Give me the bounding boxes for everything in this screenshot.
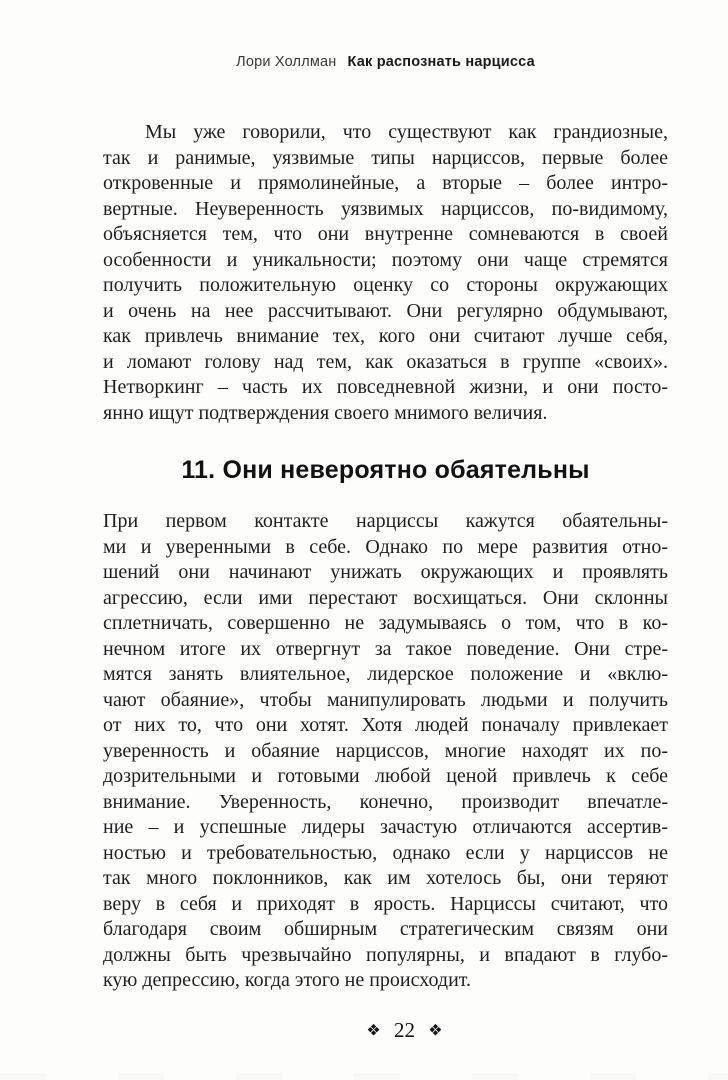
text-line: от них то, что они хотят. Хотя людей поначалу привлекает (103, 714, 668, 736)
diamond-ornament-icon: ❖ (366, 1020, 381, 1040)
page-number: 22 (394, 1018, 415, 1042)
text-line: и очень на нее рассчитывают. Они регулярно обдумывают, (103, 299, 668, 322)
text-line: веру в себя и приходят в ярость. Нарциссы считают, что (103, 892, 668, 915)
page-footer (122, 1017, 687, 1044)
text-line: так и ранимые, уязвимые типы нарциссов, первые более (103, 146, 668, 169)
text-line: так много поклонников, как им хотелось бы, они теряют (103, 867, 668, 889)
text-line: нечном итоге их отвергнут за такое поведение. Они стре- (103, 637, 668, 660)
text-line: уверенность и обаяние нарциссов, многие находят их по- (103, 739, 668, 762)
text-line: Мы уже говорили, что существуют как грандиозные, (145, 121, 668, 143)
text-line: и ломают голову над тем, как оказаться в группе «своих». (103, 350, 668, 373)
paragraph-chapter-body (103, 509, 668, 994)
text-line: При первом контакте нарциссы кажутся обаятельны- (103, 510, 668, 532)
text-line: ностью и требовательностью, однако если у нарциссов не (103, 841, 668, 864)
running-header-book-title: Как распознать нарцисса (347, 54, 535, 70)
text-line: как привлечь внимание тех, кого они считают лучше себя, (103, 325, 668, 347)
text-line: получить положительную оценку со стороны окружающих (103, 274, 668, 296)
text-line: чают обаяние», чтобы манипулировать людьми и получить (103, 688, 668, 711)
text-line: сплетничать, совершенно не задумываясь о том, что в ко- (103, 612, 668, 634)
text-line: дозрительными и готовыми любой ценой привлечь к себе (103, 765, 668, 787)
text-line: агрессию, если ими перестают восхищаться. Они склонны (103, 586, 668, 609)
text-line: внимание. Уверенность, конечно, производит впечатле- (103, 790, 668, 813)
text-line: шений они начинают унижать окружающих и проявлять (103, 561, 668, 583)
text-line: ние – и успешные лидеры зачастую отличаются ассертив- (103, 816, 668, 838)
scan-artifact (0, 1073, 728, 1080)
paragraph-intro (103, 120, 668, 426)
text-line: вертные. Неуверенность уязвимых нарциссов, по-видимому, (103, 197, 668, 220)
text-line: особенности и уникальности; поэтому они чаще стремятся (103, 248, 668, 271)
text-line: Нетворкинг – часть их повседневной жизни, и они посто- (103, 376, 668, 398)
text-line: откровенные и прямолинейные, а вторые – более интро- (103, 172, 668, 194)
text-line: объясняется тем, что они внутренне сомневаются в своей (103, 223, 668, 245)
text-line: ми и уверенными в себе. Однако по мере развития отно- (103, 535, 668, 558)
running-header (103, 55, 668, 70)
text-line: мятся занять влиятельное, лидерское положение и «вклю- (103, 663, 668, 685)
text-line: янно ищут подтверждения своего мнимого величия. (103, 401, 548, 424)
running-header-author: Лори Холлман (236, 54, 337, 70)
text-line: кую депрессию, когда этого не происходит. (103, 969, 472, 991)
chapter-heading: 11. Они невероятно обаятельны (181, 456, 590, 484)
text-line: должны быть чрезвычайно популярны, и впадают в глубо- (103, 943, 668, 966)
text-line: благодаря своим обширным стратегическим связям они (103, 918, 668, 940)
diamond-ornament-icon: ❖ (428, 1020, 443, 1040)
